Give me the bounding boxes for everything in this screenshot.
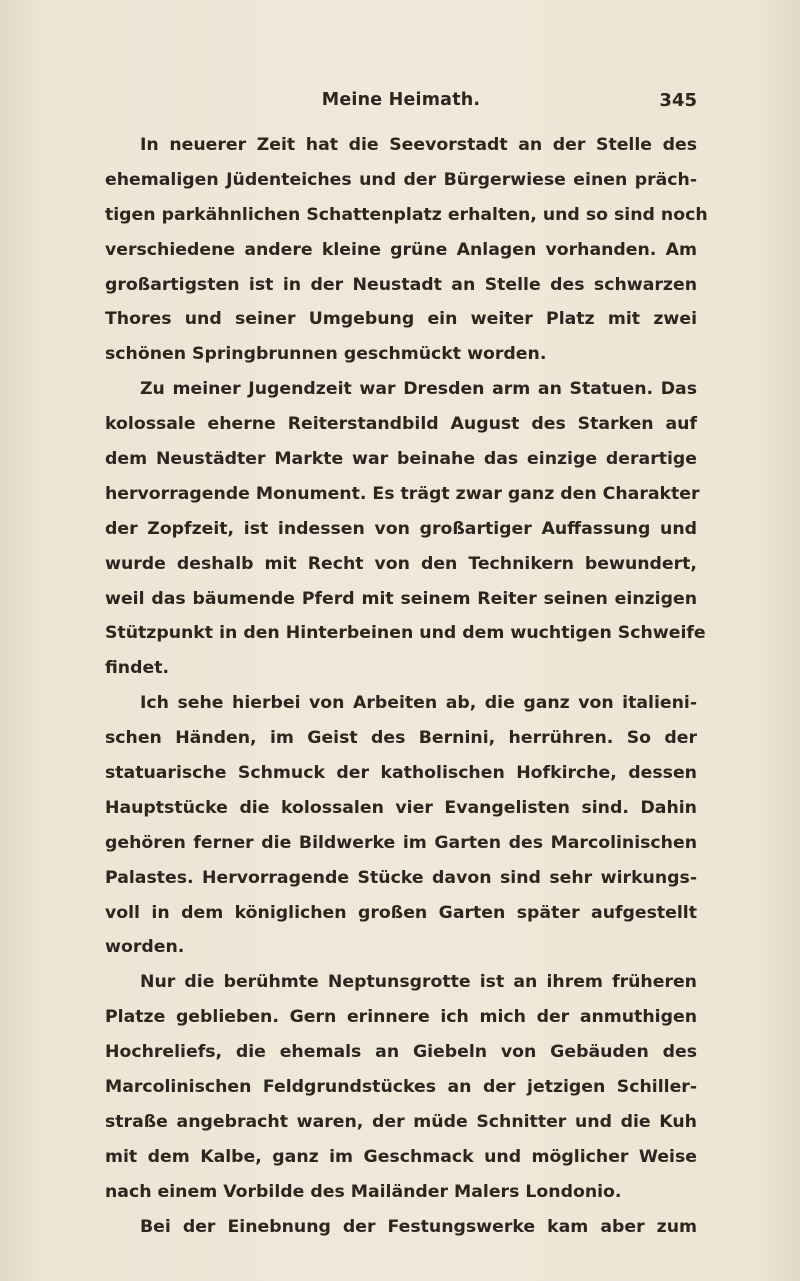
text-line: Ich sehe hierbei von Arbeiten ab, die ganz von italieni- bbox=[140, 693, 697, 714]
text-line: schen Händen, im Geist des Bernini, herrühren. So der bbox=[105, 728, 697, 749]
text-line: Zu meiner Jugendzeit war Dresden arm an Statuen. Das bbox=[140, 379, 697, 400]
text-line: dem Neustädter Markte war beinahe das einzige derartige bbox=[105, 449, 697, 470]
text-line: findet. bbox=[105, 658, 170, 679]
text-line: mit dem Kalbe, ganz im Geschmack und möglicher Weise bbox=[105, 1146, 697, 1167]
text-line: schönen Springbrunnen geschmückt worden. bbox=[105, 344, 547, 365]
body-text bbox=[105, 128, 708, 1245]
text-line: ehemaligen Jüdenteiches und der Bürgerwiese einen präch- bbox=[105, 169, 697, 190]
text-line: Nur die berühmte Neptunsgrotte ist an ihrem früheren bbox=[140, 972, 697, 993]
page-number: 345 bbox=[659, 90, 697, 111]
text-line: tigen parkähnlichen Schattenplatz erhalten, und so sind noch bbox=[105, 204, 708, 225]
text-line: voll in dem königlichen großen Garten später aufgestellt bbox=[105, 902, 697, 923]
text-line: wurde deshalb mit Recht von den Technikern bewundert, bbox=[105, 553, 697, 574]
text-line: Stützpunkt in den Hinterbeinen und dem wuchtigen Schweife bbox=[105, 623, 706, 644]
running-title: Meine Heimath. bbox=[321, 90, 481, 110]
text-line: Marcolinischen Feldgrundstückes an der jetzigen Schiller- bbox=[105, 1077, 697, 1098]
text-line: worden. bbox=[105, 937, 185, 958]
text-line: Hochreliefs, die ehemals an Giebeln von Gebäuden des bbox=[105, 1042, 697, 1063]
text-line: kolossale eherne Reiterstandbild August des Starken auf bbox=[105, 414, 697, 435]
text-line: der Zopfzeit, ist indessen von großartiger Auffassung und bbox=[105, 518, 697, 539]
text-line: statuarische Schmuck der katholischen Hofkirche, dessen bbox=[105, 763, 697, 784]
page-header bbox=[105, 90, 697, 120]
text-line: Hauptstücke die kolossalen vier Evangelisten sind. Dahin bbox=[105, 797, 697, 818]
text-line: In neuerer Zeit hat die Seevorstadt an der Stelle des bbox=[140, 135, 697, 155]
text-line: Platze geblieben. Gern erinnere ich mich der anmuthigen bbox=[105, 1007, 697, 1028]
text-line: nach einem Vorbilde des Mailänder Malers Londonio. bbox=[105, 1181, 622, 1202]
text-line: Bei der Einebnung der Festungswerke kam aber zum bbox=[140, 1216, 697, 1237]
text-line: Thores und seiner Umgebung ein weiter Platz mit zwei bbox=[105, 309, 697, 330]
text-line: hervorragende Monument. Es trägt zwar ganz den Charakter bbox=[105, 483, 700, 504]
text-line: verschiedene andere kleine grüne Anlagen vorhanden. Am bbox=[105, 239, 697, 260]
text-line: weil das bäumende Pferd mit seinem Reiter seinen einzigen bbox=[105, 588, 697, 609]
text-line: straße angebracht waren, der müde Schnitter und die Kuh bbox=[105, 1111, 697, 1132]
text-line: großartigsten ist in der Neustadt an Stelle des schwarzen bbox=[105, 274, 697, 295]
text-line: Palastes. Hervorragende Stücke davon sind sehr wirkungs- bbox=[105, 867, 697, 888]
text-line: gehören ferner die Bildwerke im Garten des Marcolinischen bbox=[105, 832, 697, 853]
